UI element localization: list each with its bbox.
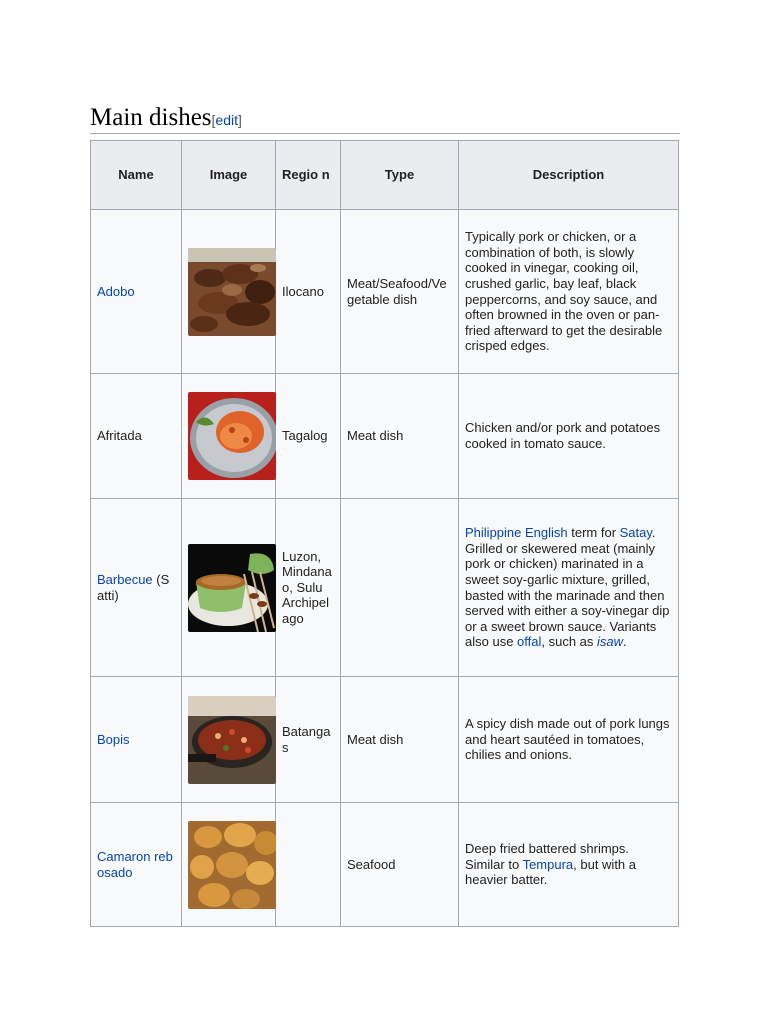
dish-region: Luzon, Mindanao, Sulu Archipelago [276, 499, 341, 677]
dish-name-link[interactable]: Bopis [97, 731, 130, 747]
header-name: Name [91, 141, 182, 210]
adobo-image[interactable] [188, 248, 276, 336]
dish-type: Meat dish [341, 374, 459, 499]
dish-image-cell [182, 499, 276, 677]
desc-text: , such as [541, 634, 598, 650]
table-row [91, 499, 679, 677]
dish-region: Batangas [276, 677, 341, 803]
dish-image-cell [182, 374, 276, 499]
dish-description [459, 499, 679, 677]
dish-name-cell: Afritada [91, 374, 182, 499]
dish-image-cell [182, 210, 276, 374]
desc-link-tempura[interactable]: Tempura [522, 856, 574, 872]
dish-name-cell [91, 210, 182, 374]
header-region: Regio n [276, 141, 341, 210]
afritada-image[interactable] [188, 392, 276, 480]
dish-region: Ilocano [276, 210, 341, 374]
barbecue-image[interactable] [188, 544, 276, 632]
dish-type [341, 499, 459, 677]
dish-region: Tagalog [276, 374, 341, 499]
main-dishes-table [90, 140, 679, 927]
desc-link-offal[interactable]: offal [517, 634, 542, 650]
header-description: Description [459, 141, 679, 210]
desc-link-isaw[interactable]: isaw [597, 634, 624, 650]
dish-description: A spicy dish made out of pork lungs and heart sautéed in tomatoes, chilies and onions. [459, 677, 679, 803]
desc-text: term for [567, 525, 620, 541]
dish-region [276, 803, 341, 927]
section-heading [90, 104, 680, 134]
desc-link-philippine-english[interactable]: Philippine English [465, 525, 568, 541]
dish-description: Chicken and/or pork and potatoes cooked in tomato sauce. [459, 374, 679, 499]
dish-description [459, 803, 679, 927]
dish-name-link[interactable]: Adobo [97, 283, 135, 299]
desc-text: Deep fried battered shrimps. Similar to [465, 841, 630, 872]
dish-image-cell [182, 803, 276, 927]
table-header-row [91, 141, 679, 210]
desc-text: , but with a heavier batter. [465, 856, 637, 888]
dish-name-cell [91, 499, 182, 677]
edit-link[interactable]: edit [215, 112, 238, 128]
dish-type: Meat dish [341, 677, 459, 803]
table-row [91, 677, 679, 803]
desc-text: . [623, 634, 627, 650]
dish-name-link[interactable]: Camaron rebosado [97, 848, 173, 880]
bopis-image[interactable] [188, 696, 276, 784]
section-title: Main dishes [90, 104, 212, 131]
header-image: Image [182, 141, 276, 210]
dish-name-link[interactable]: Barbecue [97, 571, 153, 587]
desc-link-satay[interactable]: Satay [619, 525, 652, 541]
dish-name-cell [91, 677, 182, 803]
header-type: Type [341, 141, 459, 210]
dish-type: Seafood [341, 803, 459, 927]
dish-name-cell [91, 803, 182, 927]
edit-bracket-close: ] [238, 112, 242, 128]
desc-text: . Grilled or skewered meat (mainly pork or chicken) marinated in a sweet soy-garlic mixture, grilled, basted with the marinade and then served with either a soy-vinegar dip or a sweet brown sauce. Variants also use [465, 525, 670, 650]
dish-image-cell [182, 677, 276, 803]
table-row [91, 374, 679, 499]
edit-bracket-open: [ [211, 112, 216, 128]
dish-description: Typically pork or chicken, or a combination of both, is slowly cooked in vinegar, cooking oil, crushed garlic, bay leaf, black peppercorns, and soy sauce, and often browned in the oven or pan-fried afterward to get the desirable crisped edges. [459, 210, 679, 374]
table-row [91, 210, 679, 374]
dish-name-suffix: (Satti) [97, 571, 170, 603]
camaron-rebosado-image[interactable] [188, 821, 276, 909]
dish-type: Meat/Seafood/Vegetable dish [341, 210, 459, 374]
table-row [91, 803, 679, 927]
